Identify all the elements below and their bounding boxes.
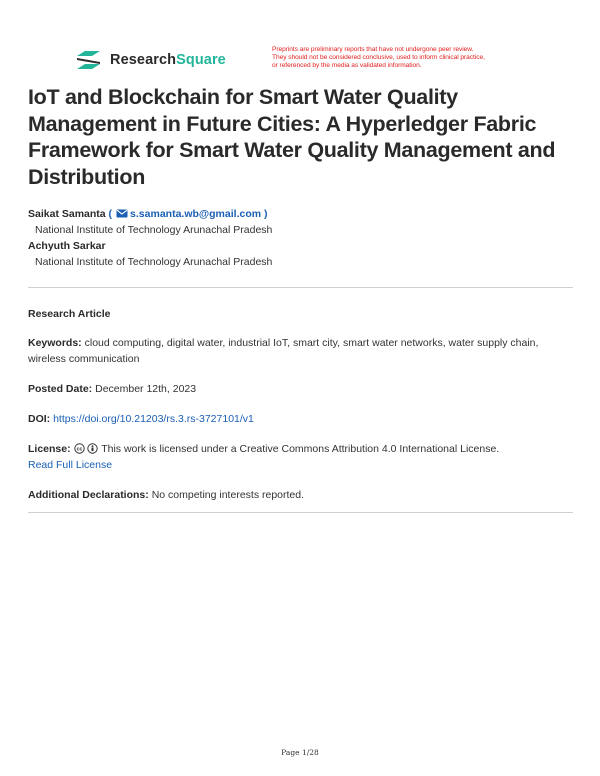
research-square-logo-icon: [75, 49, 102, 71]
notice-line: Preprints are preliminary reports that have not undergone peer review.: [272, 46, 474, 53]
notice-line: They should not be considered conclusive, used to inform clinical practice,: [272, 53, 485, 61]
preprint-notice: [272, 46, 532, 69]
notice-line: or referenced by the media as validated information.: [272, 61, 422, 69]
doi-link[interactable]: https://doi.org/10.21203/rs.3.rs-3727101/v1: [53, 413, 254, 425]
keywords: [28, 335, 573, 367]
keywords-value: cloud computing, digital water, industrial IoT, smart city, smart water networks, water supply chain, wireless communication: [28, 337, 539, 365]
divider: [28, 287, 573, 288]
author-email-link[interactable]: ( s.samanta.wb@gmail.com ): [108, 208, 268, 220]
research-square-logo[interactable]: [75, 49, 226, 71]
article-type: Research Article: [28, 308, 111, 320]
paper-title: IoT and Blockchain for Smart Water Quality Management in Future Cities: A Hyperledger Fabric Framework for Smart Water Quality Management and Distribution: [28, 85, 556, 189]
author-affiliation: National Institute of Technology Arunachal Pradesh: [35, 256, 273, 268]
logo-text: ResearchSquare: [110, 52, 226, 68]
declarations-label: Additional Declarations:: [28, 489, 149, 501]
page-number: Page 1/28: [281, 748, 319, 757]
svg-text:cc: cc: [76, 446, 82, 453]
envelope-icon: [116, 209, 128, 218]
license-label: License:: [28, 443, 71, 455]
cc-icon: [74, 443, 85, 454]
by-icon: [87, 443, 98, 454]
declarations-value: No competing interests reported.: [151, 489, 305, 501]
license: [28, 441, 573, 473]
author-line: [28, 206, 272, 222]
author-name: Saikat Samanta: [28, 208, 106, 220]
additional-declarations: [28, 487, 573, 503]
author-affiliation: National Institute of Technology Arunachal Pradesh: [35, 224, 273, 236]
divider: [28, 512, 573, 513]
read-full-license-link[interactable]: Read Full License: [28, 459, 113, 471]
doi: [28, 411, 573, 427]
license-text: This work is licensed under a Creative Commons Attribution 4.0 International License.: [101, 443, 500, 455]
posted-date-label: Posted Date:: [28, 383, 93, 395]
author-name: Achyuth Sarkar: [28, 240, 106, 252]
posted-date-value: December 12th, 2023: [95, 383, 197, 395]
posted-date: [28, 381, 573, 397]
keywords-label: Keywords:: [28, 337, 82, 349]
author-list: [28, 206, 272, 270]
doi-label: DOI:: [28, 413, 51, 425]
